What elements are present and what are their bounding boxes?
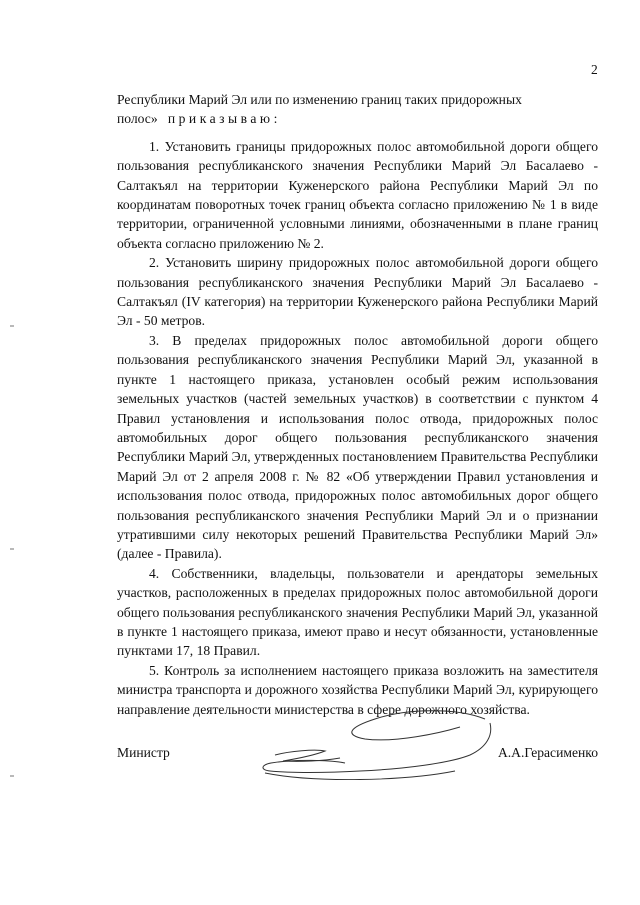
scan-margin-mark xyxy=(10,548,14,550)
scan-margin-mark xyxy=(10,325,14,327)
paragraph-1: 1. Установить границы придорожных полос автомобильной дороги общего пользования республиканского значения Республики Марий Эл Басалаево - Салтакъял на территории Куженерского района Республики Марий Эл по координатам поворотных точек границ объекта согласно приложению № 1 в виде территории, ограниченной условными линиями, обозначенными в плане границ объекта согласно приложению № 2. xyxy=(117,138,598,251)
signatory-name: А.А.Герасименко xyxy=(497,745,598,760)
signature-block xyxy=(117,745,598,785)
page-number: 2 xyxy=(591,62,598,77)
intro-prefix: полос» xyxy=(117,111,158,127)
paragraph-3: 3. В пределах придорожных полос автомобильной дороги общего пользования республиканского значения Республики Марий Эл, указанной в пункте 1 настоящего приказа, установлен особый режим использования земельных участков (частей земельных участков) в соответствии с пунктом 4 Правил установления и использования полос отвода, придорожных полос автомобильных дорог общего пользования республиканского значения Республики Марий Эл, утвержденных постановлением Правительства Республики Марий Эл от 2 апреля 2008 г. № 82 «Об утверждении Правил установления и использования полос отвода, придорожных полос автомобильных дорог общего пользования республиканского значения Республики Марий Эл и о признании утратившими силу некоторых решений Правительства Республики Марий Эл» (далее - Правила). xyxy=(117,332,598,562)
paragraph-4: 4. Собственники, владельцы, пользователи и арендаторы земельных участков, расположенных в пределах придорожных полос автомобильной дороги общего пользования республиканского значения Республики Марий Эл, указанной в пункте 1 настоящего приказа, имеют право и несут обязанности, установленные пунктами 17, 18 Правил. xyxy=(117,565,598,659)
paragraph-5: 5. Контроль за исполнением настоящего приказа возложить на заместителя министра транспорта и дорожного хозяйства Республики Марий Эл, курирующего направление деятельности министерства в сфере дорожного хозяйства. xyxy=(117,662,598,717)
intro-line-1: Республики Марий Эл или по изменению границ таких придорожных xyxy=(117,92,522,107)
intro-line-2 xyxy=(117,109,598,128)
signatory-role: Министр xyxy=(117,745,170,760)
scan-margin-mark xyxy=(10,775,14,777)
order-word: приказываю: xyxy=(167,111,281,127)
order-body xyxy=(117,90,598,719)
paragraph-2: 2. Установить ширину придорожных полос автомобильной дороги общего пользования республиканского значения Республики Марий Эл Басалаево - Салтакъял (IV категория) на территории Куженерского района Республики Марий Эл - 50 метров. xyxy=(117,255,598,329)
